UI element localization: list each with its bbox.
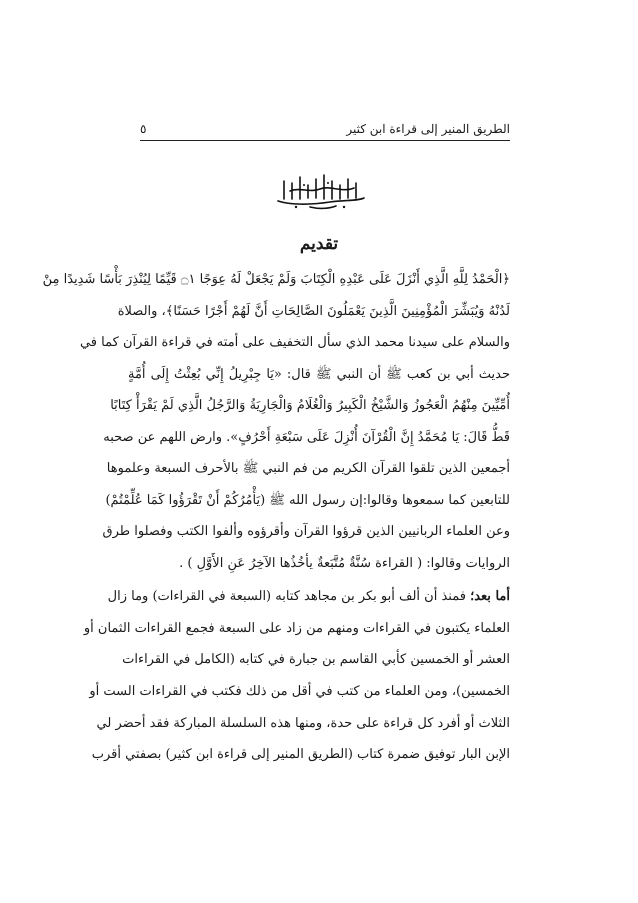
text-span: فمنذ أن ألف أبو بكر بن مجاهد كتابه (السبعة في القراءات) وما زال — [107, 589, 471, 604]
header-divider — [140, 140, 510, 141]
text-line: العشر أو الخمسين كأبي القاسم بن جبارة في كتابه (الكامل في القراءات — [122, 652, 510, 668]
text-line: أجمعين الذين تلقوا القرآن الكريم من فم النبي ﷺ بالأحرف السبعة وعلموها — [106, 461, 510, 476]
text-line: العلماء يكتبون في القراءات ومنهم من زاد على السبعة فجمع القراءات الثمان أو — [83, 620, 510, 636]
text-line: أُمِّيِّينَ مِنْهُمُ الْعَجُوزُ وَالشَّيْخُ الْكَبِيرُ وَالْغُلَامُ وَالْجَارِيَةُ وَالرَّجُلُ الَّذِي لَمْ يَقْرَأْ كِتَابًا — [110, 398, 510, 413]
text-line: قَطُّ قَالَ: يَا مُحَمَّدُ إِنَّ الْقُرْآنَ أُنْزِلَ عَلَى سَبْعَةِ أَحْرُفٍ». وارض اللهم عن صحبه — [103, 429, 510, 445]
text-line-first — [107, 581, 510, 613]
text-line: وعن العلماء الربانيين الذين قرؤوا القرآن وأقرؤوه وألفوا الكتب وفصلوا طرق — [102, 524, 510, 539]
running-header — [140, 122, 510, 142]
text-line: للتابعين كما سمعوها وقالوا:إن رسول الله ﷺ (يَأْمُرُكُمْ أَنْ تَقْرَؤُوا كَمَا عُلِّمْتُمْ) — [105, 492, 510, 508]
text-line: لَدُنْهُ وَيُبَشِّرَ الْمُؤْمِنِينَ الَّذِينَ يَعْمَلُونَ الصَّالِحَاتِ أَنَّ لَهُمْ أَجْرًا حَسَنًا﴾، والصلاة — [117, 303, 510, 319]
page-number: ٥ — [140, 122, 147, 136]
text-line: الروايات وقالوا: ( القراءة سُنَّةٌ مُتَّبَعةٌ يأخُذُها الآخِرُ عَنِ الأَوَّلِ ) . — [179, 555, 510, 571]
body-paragraph — [83, 581, 510, 771]
text-line: الإبن البار توفيق ضمرة كتاب (الطريق المنير إلى قراءة ابن كثير) بصفتي أقرب — [91, 747, 510, 763]
running-title: الطريق المنير إلى قراءة ابن كثير — [346, 122, 510, 136]
section-title: تقديم — [299, 234, 339, 254]
intro-paragraph — [42, 264, 510, 579]
text-line: الخمسين)، ومن العلماء من كتب في أقل من ذلك فكتب في القراءات الست أو — [89, 684, 510, 700]
basmala-calligraphy — [270, 171, 370, 211]
text-line: حديث أبي بن كعب ﷺ أن النبي ﷺ قال: «يَا جِبْرِيلُ إِنِّي بُعِثْتُ إِلَى أُمَّةٍ — [128, 366, 510, 382]
lead-phrase: أما بعد؛ — [470, 589, 510, 604]
text-line: ﴿الْحَمْدُ لِلَّهِ الَّذِي أَنْزَلَ عَلَى عَبْدِهِ الْكِتَابَ وَلَمْ يَجْعَلْ لَهُ عِوَجًا ۝١ قَيِّمًا لِيُنْذِرَ بَأْسًا شَدِيدًا مِنْ — [42, 272, 510, 287]
text-line: والسلام على سيدنا محمد الذي سأل التخفيف على أمته في قراءة القرآن كما في — [79, 335, 510, 350]
text-line: الثلاث أو أفرد كل قراءة على حدة، ومنها هذه السلسلة المباركة فقد أحضر لي — [96, 715, 510, 731]
